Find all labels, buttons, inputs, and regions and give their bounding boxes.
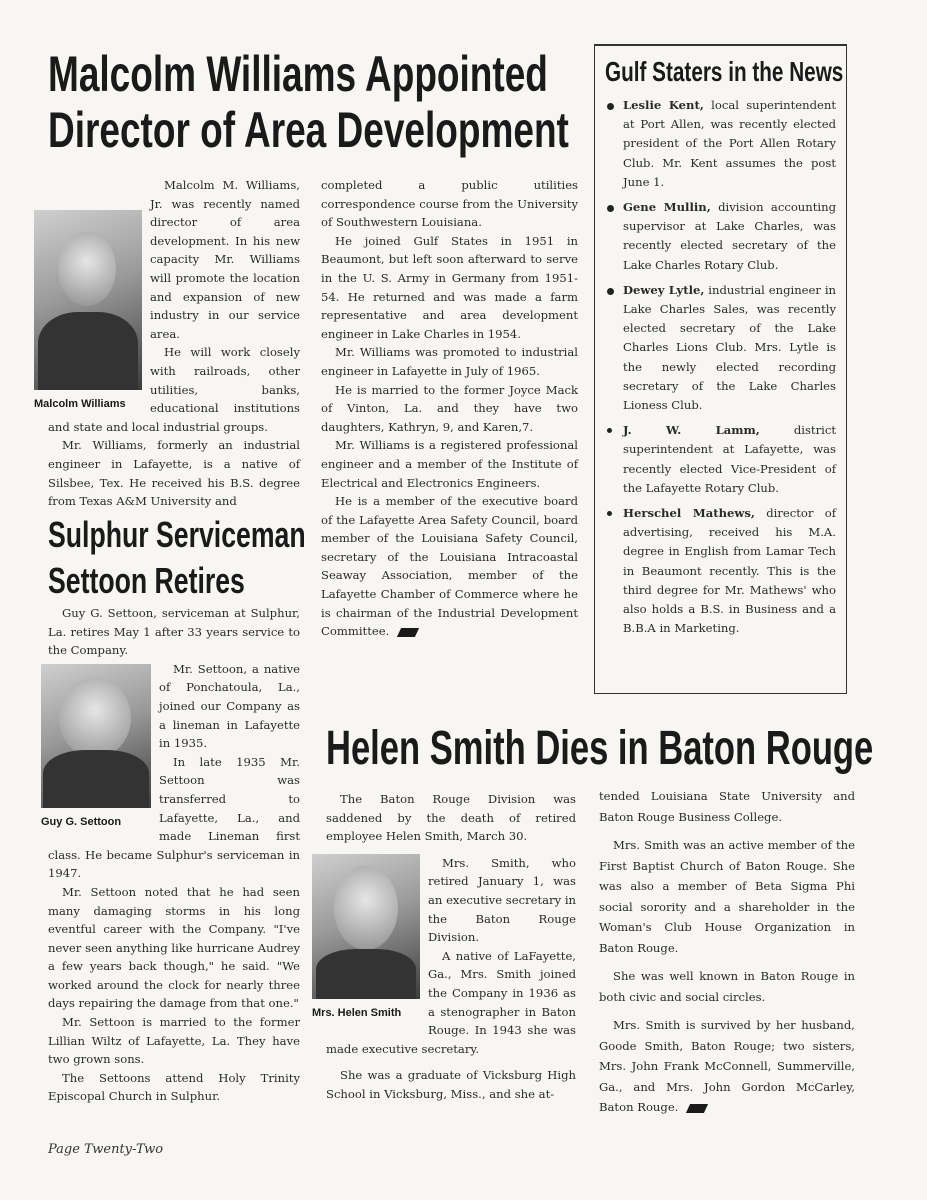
- headline-helen-smith: Helen Smith Dies in Baton Rouge: [326, 722, 874, 775]
- paragraph: Mr. Williams, formerly an industrial engineer in Lafayette, is a native of Silsbee, Tex. He received his B.S. degree from Texas A&M University and: [48, 438, 300, 509]
- photo-caption: Guy G. Settoon: [41, 815, 122, 828]
- article-williams-col2: [321, 176, 578, 641]
- paragraph: tended Louisiana State University and Baton Rouge Business College.: [599, 789, 855, 824]
- paragraph: Guy G. Settoon Mr. Settoon, a native of Ponchatoula, La., joined our Company as a lineman in Lafayette in 1935.: [48, 660, 300, 753]
- headline-settoon: [48, 512, 306, 604]
- photo-caption: Mrs. Helen Smith: [312, 1006, 402, 1019]
- photo-caption: Malcolm Williams: [34, 398, 126, 410]
- paragraph: She was well known in Baton Rouge in both civic and social circles.: [599, 969, 855, 1004]
- photo-guy-settoon: [41, 664, 151, 832]
- paragraph: A native of LaFayette, Ga., Mrs. Smith joined the Company in 1936 as a stenographer in Baton Rouge. In 1943 she was made executive secretary.: [326, 948, 576, 1056]
- paragraph: He is a member of the executive board of the Lafayette Area Safety Council, board member of the Louisiana Safety Council, secretary of the Louisiana Intracoastal Seaway Association, member of the Lafayette Chamber of Commerce where he is chairman of the Industrial Development Committee.: [321, 494, 578, 639]
- paragraph: Mrs. Smith is survived by her husband, Goode Smith, Baton Rouge; two sisters, Mrs. John Frank McConnell, Summerville, Ga., and Mrs. John Gordon McCarley, Baton Rouge.: [599, 1018, 855, 1114]
- news-item: Herschel Mathews, director of advertising, received his M.A. degree in English from Lamar Tech in Beaumont recently. This is the third degree for Mr. Mathews' who also holds a B.S. in Business and a B.B.A in Marketing.: [605, 504, 836, 638]
- paragraph: Guy G. Settoon, serviceman at Sulphur, La. retires May 1 after 33 years service to the Company.: [48, 606, 300, 658]
- paragraph: In late 1935 Mr. Settoon was transferred to Lafayette, La., and made Lineman first class. He became Sulphur's serviceman in 1947.: [48, 754, 300, 881]
- photo-helen-smith: [312, 854, 420, 1023]
- bullet-icon: [607, 103, 614, 110]
- paragraph: The Baton Rouge Division was saddened by the death of retired employee Helen Smith, March 30.: [326, 792, 576, 844]
- bullet-icon: [607, 205, 614, 212]
- photo-malcolm-williams: [34, 210, 142, 414]
- headline-line: Settoon Retires: [48, 560, 245, 601]
- paragraph: He is married to the former Joyce Mack of Vinton, La. and they have two daughters, Kathryn, 9, and Karen,7.: [321, 382, 578, 434]
- paragraph: He will work closely with railroads, other utilities, banks, educational institutions and state and local industrial groups.: [48, 345, 300, 434]
- headline-line: Malcolm Williams Appointed: [48, 46, 548, 102]
- company-logo-icon: [686, 1104, 708, 1113]
- page-number: Page Twenty-Two: [48, 1142, 164, 1157]
- headline-williams: [48, 46, 569, 158]
- headline-line: Director of Area Development: [48, 102, 569, 158]
- news-item: J. W. Lamm, district superintendent at Lafayette, was recently elected Vice-President of the Lafayette Rotary Club.: [605, 421, 836, 498]
- paragraph: completed a public utilities correspondence course from the University of Southwestern Louisiana.: [321, 178, 578, 230]
- bullet-icon: [607, 288, 614, 295]
- paragraph: The Settoons attend Holy Trinity Episcopal Church in Sulphur.: [48, 1070, 300, 1104]
- article-smith-col1: [312, 790, 576, 1104]
- bullet-icon: [607, 511, 612, 516]
- paragraph: Mrs. Helen Smith Mrs. Smith, who retired January 1, was an executive secretary in the Baton Rouge Division.: [326, 854, 576, 947]
- paragraph: He joined Gulf States in 1951 in Beaumont, but left soon afterward to serve in the U. S. Army in Germany from 1951-54. He returned and was made a farm representative and area development engineer in Lake Charles in 1954.: [321, 233, 578, 341]
- paragraph: She was a graduate of Vicksburg High School in Vicksburg, Miss., and she at-: [326, 1068, 576, 1101]
- news-item: Dewey Lytle, industrial engineer in Lake Charles Sales, was recently elected secretary of the Lake Charles Lions Club. Mrs. Lytle is the newly elected recording secretary of the Lake Charles Lioness Club.: [605, 281, 836, 415]
- paragraph: Mrs. Smith was an active member of the First Baptist Church of Baton Rouge. She was also a member of Beta Sigma Phi social sorority and a shareholder in the Woman's Club House Organization in Baton Rouge.: [599, 838, 855, 955]
- sidebar-title: Gulf Staters in the News: [605, 56, 844, 87]
- paragraph: Mr. Settoon noted that he had seen many damaging storms in his long eventful career with the Company. "I've never seen anything like hurricane Audrey a few years back though," he said. "We worked around the clock for nearly three days repairing the damage from that one.": [48, 884, 300, 1011]
- sidebar-gulf-staters: [594, 44, 847, 694]
- company-logo-icon: [397, 628, 419, 637]
- news-item: Gene Mullin, division accounting supervisor at Lake Charles, was recently elected secretary of the Lake Charles Rotary Club.: [605, 198, 836, 275]
- article-williams-col1: [34, 176, 300, 511]
- paragraph: Mr. Settoon is married to the former Lillian Wiltz of Lafayette, La. They have two grown sons.: [48, 1015, 300, 1067]
- paragraph: Mr. Williams was promoted to industrial engineer in Lafayette in July of 1965.: [321, 345, 578, 378]
- article-smith-col2: [599, 786, 855, 1118]
- bullet-icon: [607, 428, 612, 433]
- news-item: Leslie Kent, local superintendent at Port Allen, was recently elected president of the Port Allen Rotary Club. Mr. Kent assumes the post June 1.: [605, 96, 836, 192]
- paragraph: Mr. Williams is a registered professional engineer and a member of the Institute of Electrical and Electronics Engineers.: [321, 438, 578, 490]
- headline-line: Sulphur Serviceman: [48, 514, 306, 555]
- article-settoon: [41, 604, 300, 1106]
- paragraph: Malcolm Williams Malcolm M. Williams, Jr. was recently named director of area development. In his new capacity Mr. Williams will promote the location and expansion of new industry in our service area.: [48, 176, 300, 343]
